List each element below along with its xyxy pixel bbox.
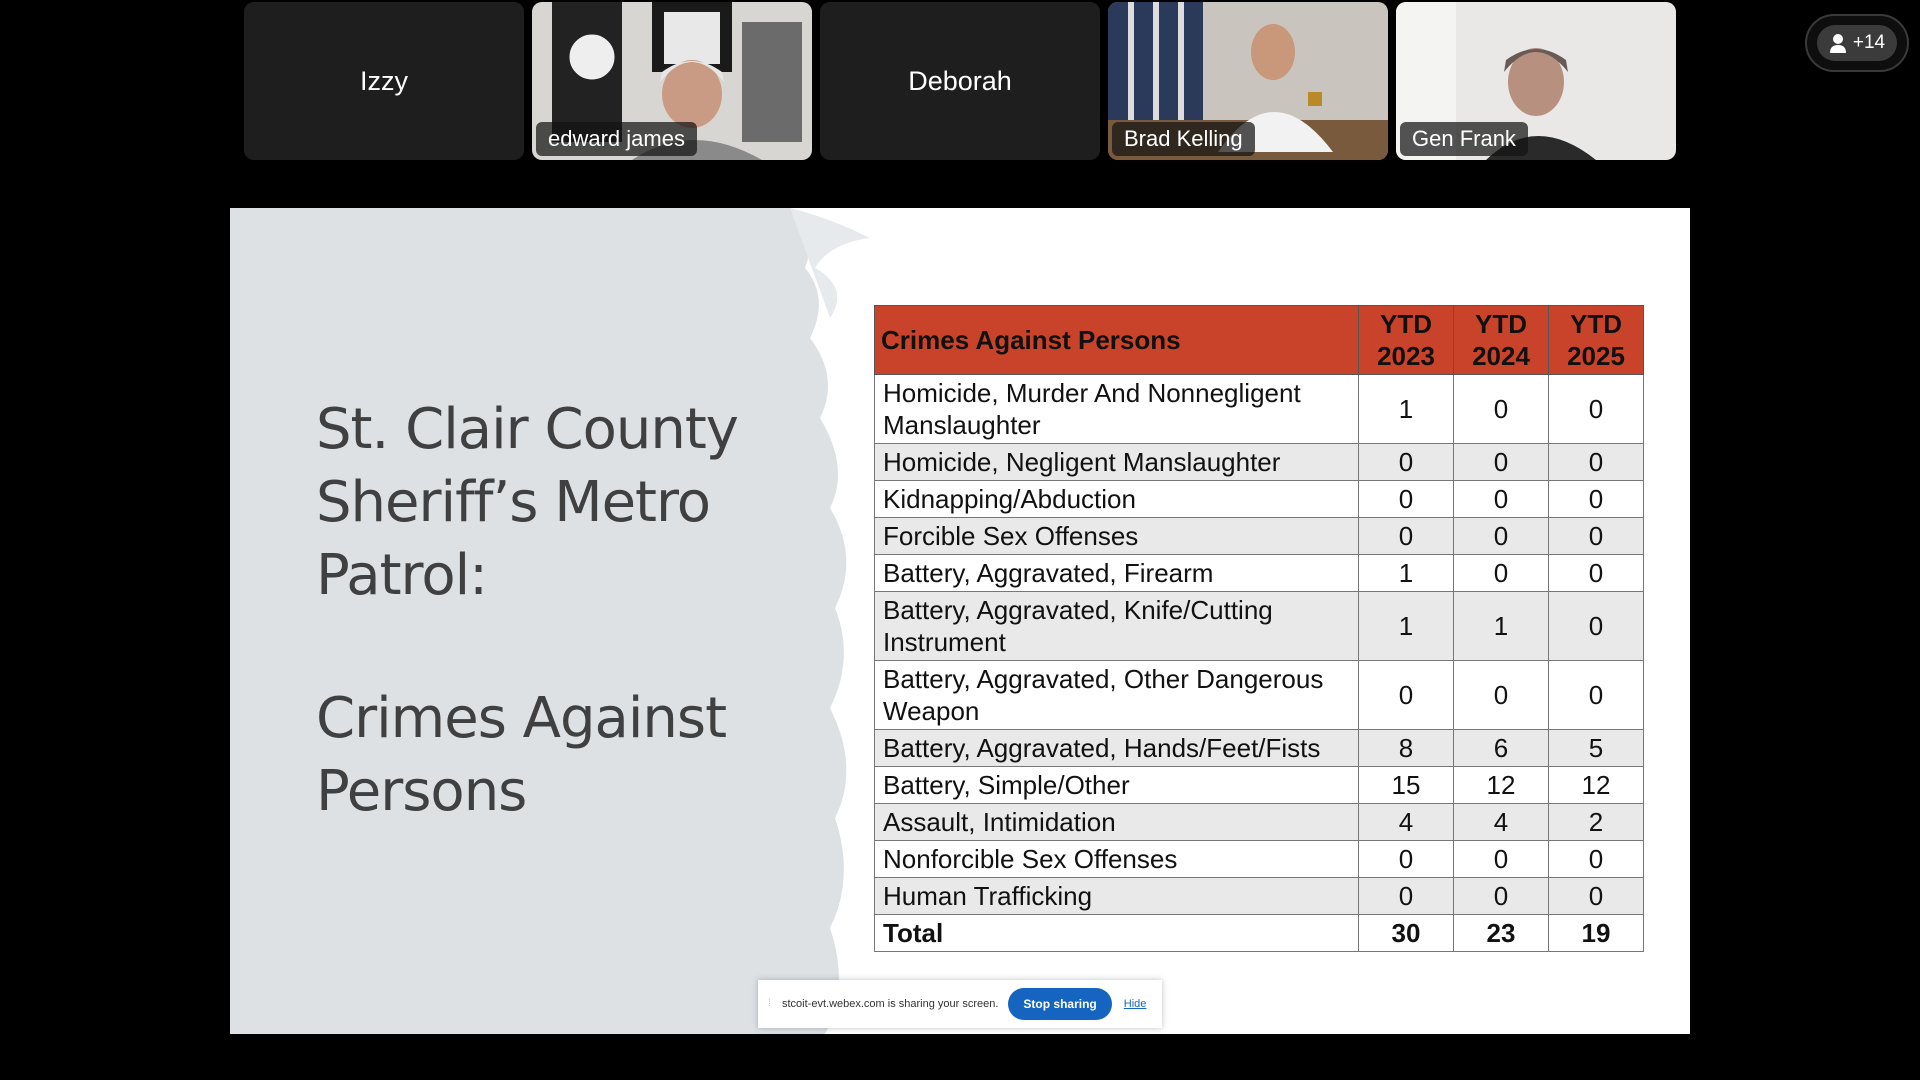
participant-tile-brad-kelling[interactable] xyxy=(1108,2,1388,160)
count-cell: 0 xyxy=(1454,518,1549,555)
crime-category-cell: Nonforcible Sex Offenses xyxy=(875,841,1359,878)
count-cell: 12 xyxy=(1454,767,1549,804)
slide-subtitle-line: Crimes Against xyxy=(316,686,727,751)
table-header-row xyxy=(875,306,1644,375)
table-row xyxy=(875,804,1644,841)
more-participants-button[interactable] xyxy=(1805,14,1909,72)
count-cell: 0 xyxy=(1454,444,1549,481)
count-cell: 12 xyxy=(1549,767,1644,804)
count-cell: 0 xyxy=(1549,481,1644,518)
stop-sharing-button[interactable]: Stop sharing xyxy=(1008,988,1111,1020)
crime-category-cell: Assault, Intimidation xyxy=(875,804,1359,841)
slide-title-line: Patrol: xyxy=(316,543,488,608)
participant-name-tag: Brad Kelling xyxy=(1112,122,1255,156)
count-cell: 0 xyxy=(1549,444,1644,481)
count-cell: 4 xyxy=(1359,804,1454,841)
crime-category-cell: Forcible Sex Offenses xyxy=(875,518,1359,555)
count-cell: 0 xyxy=(1454,841,1549,878)
table-header-year: YTD 2023 xyxy=(1359,306,1454,375)
crimes-table xyxy=(874,305,1644,952)
crime-category-cell: Homicide, Negligent Manslaughter xyxy=(875,444,1359,481)
count-cell: 0 xyxy=(1359,661,1454,730)
count-cell: 4 xyxy=(1454,804,1549,841)
participant-name-tag: Gen Frank xyxy=(1400,122,1528,156)
table-row xyxy=(875,878,1644,915)
participant-tile-izzy[interactable] xyxy=(244,2,524,160)
screen-share-bar xyxy=(758,980,1162,1028)
count-cell: 0 xyxy=(1454,375,1549,444)
participant-tile-edward-james[interactable] xyxy=(532,2,812,160)
count-cell: 0 xyxy=(1454,878,1549,915)
slide-subtitle xyxy=(316,682,836,828)
table-row xyxy=(875,592,1644,661)
total-count-cell: 19 xyxy=(1549,915,1644,952)
table-row xyxy=(875,841,1644,878)
table-header-year: YTD 2025 xyxy=(1549,306,1644,375)
count-cell: 0 xyxy=(1549,878,1644,915)
count-cell: 1 xyxy=(1359,555,1454,592)
crime-category-cell: Human Trafficking xyxy=(875,878,1359,915)
slide-subtitle-line: Persons xyxy=(316,759,527,824)
table-row xyxy=(875,481,1644,518)
drag-handle-icon[interactable]: ⁞ xyxy=(768,998,771,1009)
table-header-category: Crimes Against Persons xyxy=(875,306,1359,375)
count-cell: 0 xyxy=(1549,661,1644,730)
count-cell: 0 xyxy=(1549,841,1644,878)
count-cell: 6 xyxy=(1454,730,1549,767)
table-row xyxy=(875,555,1644,592)
count-cell: 0 xyxy=(1359,481,1454,518)
crime-category-cell: Battery, Aggravated, Other Dangerous Weapon xyxy=(875,661,1359,730)
participant-tile-deborah[interactable] xyxy=(820,2,1100,160)
participant-name: Izzy xyxy=(359,65,408,96)
table-row xyxy=(875,444,1644,481)
table-total-row xyxy=(875,915,1644,952)
participant-name-tag: edward james xyxy=(536,122,697,156)
count-cell: 2 xyxy=(1549,804,1644,841)
crime-category-cell: Battery, Simple/Other xyxy=(875,767,1359,804)
count-cell: 0 xyxy=(1359,518,1454,555)
crime-category-cell: Kidnapping/Abduction xyxy=(875,481,1359,518)
table-header-year: YTD 2024 xyxy=(1454,306,1549,375)
count-cell: 1 xyxy=(1454,592,1549,661)
participant-tile-gen-frank[interactable] xyxy=(1396,2,1676,160)
count-cell: 0 xyxy=(1549,375,1644,444)
participant-name: Deborah xyxy=(908,65,1012,96)
crime-category-cell: Battery, Aggravated, Hands/Feet/Fists xyxy=(875,730,1359,767)
count-cell: 0 xyxy=(1549,555,1644,592)
slide-title-line: St. Clair County xyxy=(316,397,738,462)
count-cell: 0 xyxy=(1454,661,1549,730)
count-cell: 0 xyxy=(1454,481,1549,518)
count-cell: 0 xyxy=(1359,444,1454,481)
count-cell: 1 xyxy=(1359,592,1454,661)
hide-link[interactable]: Hide xyxy=(1123,998,1147,1010)
table-row xyxy=(875,375,1644,444)
crime-category-cell: Battery, Aggravated, Firearm xyxy=(875,555,1359,592)
table-row xyxy=(875,730,1644,767)
count-cell: 5 xyxy=(1549,730,1644,767)
slide-title xyxy=(316,393,836,612)
more-participants-count: +14 xyxy=(1852,32,1886,53)
person-icon xyxy=(1829,33,1847,53)
count-cell: 0 xyxy=(1359,878,1454,915)
total-label-cell: Total xyxy=(875,915,1359,952)
table-row xyxy=(875,518,1644,555)
count-cell: 1 xyxy=(1359,375,1454,444)
count-cell: 15 xyxy=(1359,767,1454,804)
share-status-text: stcoit-evt.webex.com is sharing your screen. xyxy=(782,998,999,1010)
crime-category-cell: Battery, Aggravated, Knife/Cutting Instrument xyxy=(875,592,1359,661)
count-cell: 0 xyxy=(1549,518,1644,555)
total-count-cell: 30 xyxy=(1359,915,1454,952)
count-cell: 0 xyxy=(1359,841,1454,878)
total-count-cell: 23 xyxy=(1454,915,1549,952)
table-row xyxy=(875,767,1644,804)
shared-slide xyxy=(230,208,1690,1034)
table-row xyxy=(875,661,1644,730)
slide-title-line: Sheriff’s Metro xyxy=(316,470,711,535)
count-cell: 0 xyxy=(1454,555,1549,592)
count-cell: 8 xyxy=(1359,730,1454,767)
crime-category-cell: Homicide, Murder And Nonnegligent Manslaughter xyxy=(875,375,1359,444)
count-cell: 0 xyxy=(1549,592,1644,661)
